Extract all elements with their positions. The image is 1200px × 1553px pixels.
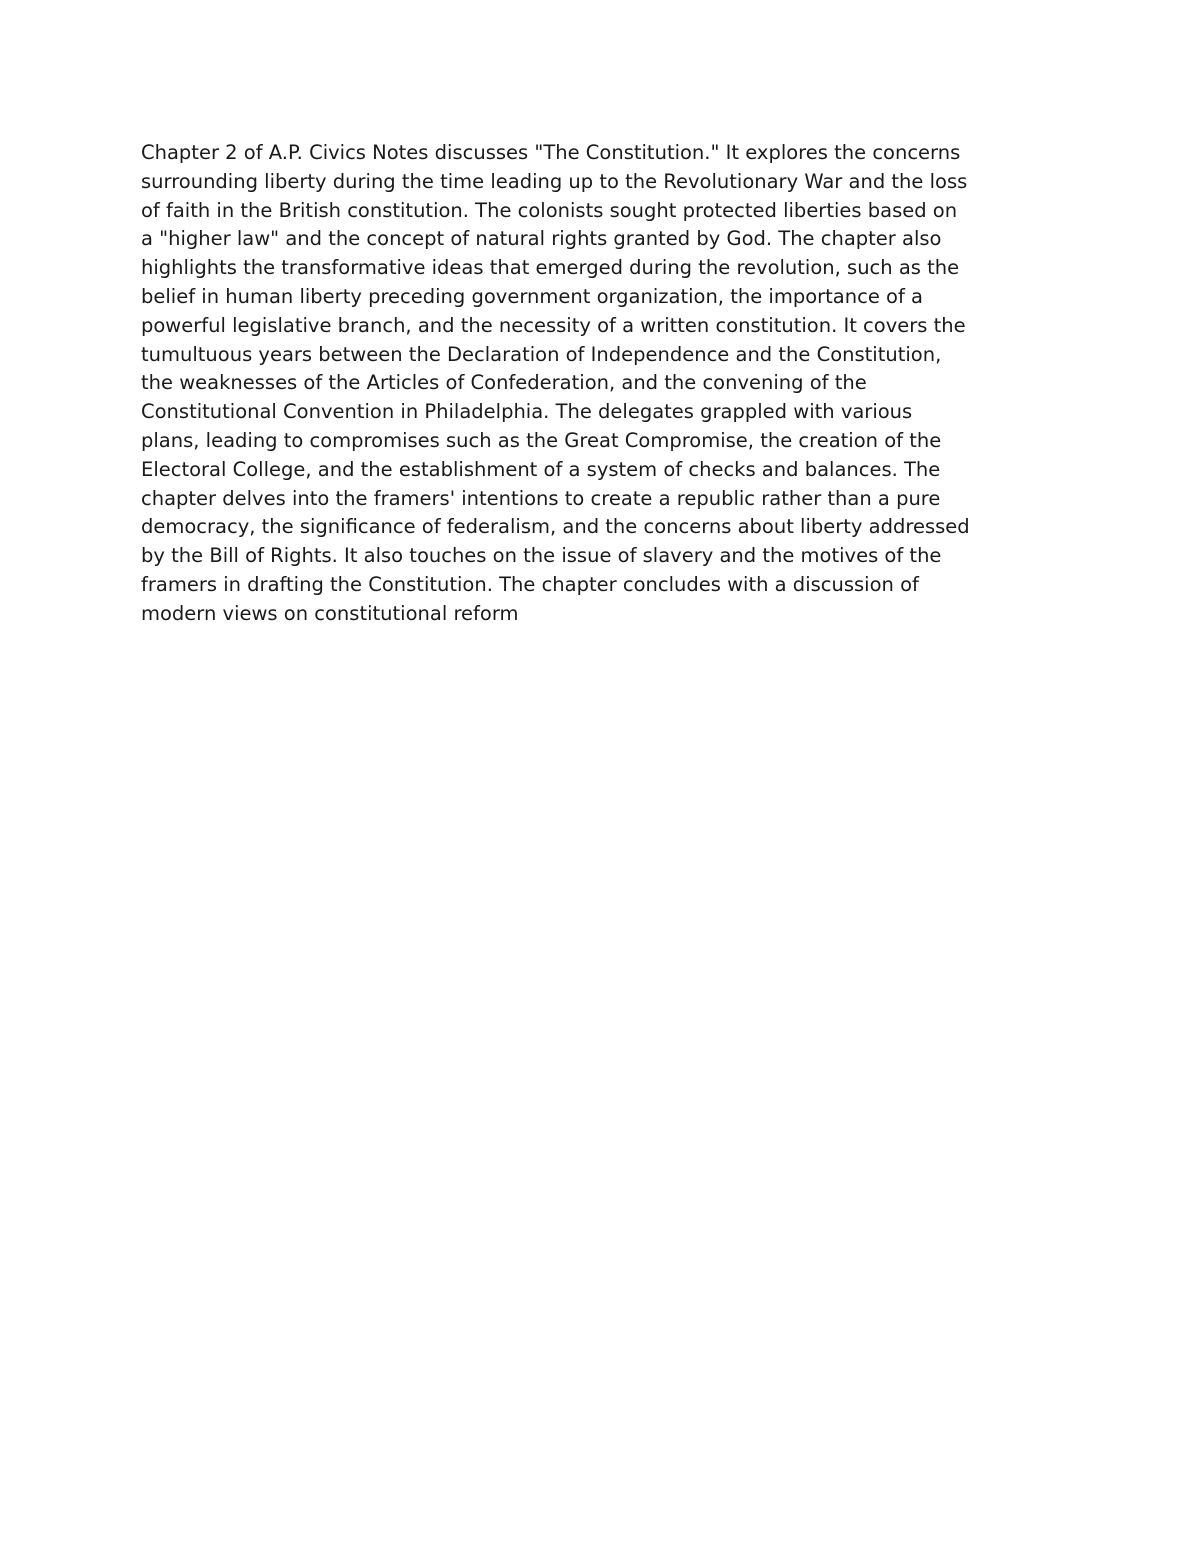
paragraph-line: tumultuous years between the Declaration of Independence and the Constitution, xyxy=(141,342,942,366)
paragraph-line: plans, leading to compromises such as the Great Compromise, the creation of the xyxy=(141,428,942,452)
paragraph-line: democracy, the significance of federalism, and the concerns about liberty addressed xyxy=(141,515,970,539)
paragraph-line: Chapter 2 of A.P. Civics Notes discusses "The Constitution." It explores the concerns xyxy=(141,141,961,164)
paragraph-line: Electoral College, and the establishment of a system of checks and balances. The xyxy=(141,457,941,481)
paragraph-line: by the Bill of Rights. It also touches on the issue of slavery and the motives of the xyxy=(141,544,942,568)
paragraph-line: surrounding liberty during the time leading up to the Revolutionary War and the loss xyxy=(141,169,968,193)
paragraph-line: modern views on constitutional reform xyxy=(141,601,519,625)
summary-paragraph xyxy=(141,139,1071,629)
paragraph-line: the weaknesses of the Articles of Confederation, and the convening of the xyxy=(141,371,867,395)
paragraph-line: chapter delves into the framers' intentions to create a republic rather than a pure xyxy=(141,486,941,510)
paragraph-line: powerful legislative branch, and the necessity of a written constitution. It covers the xyxy=(141,313,966,337)
paragraph-line: a "higher law" and the concept of natural rights granted by God. The chapter also xyxy=(141,227,942,251)
paragraph-line: Constitutional Convention in Philadelphia. The delegates grappled with various xyxy=(141,400,913,424)
paragraph-line: belief in human liberty preceding government organization, the importance of a xyxy=(141,284,923,308)
paragraph-line: of faith in the British constitution. The colonists sought protected liberties based on xyxy=(141,198,958,222)
paragraph-line: framers in drafting the Constitution. The chapter concludes with a discussion of xyxy=(141,572,919,596)
paragraph-line: highlights the transformative ideas that emerged during the revolution, such as the xyxy=(141,256,960,280)
